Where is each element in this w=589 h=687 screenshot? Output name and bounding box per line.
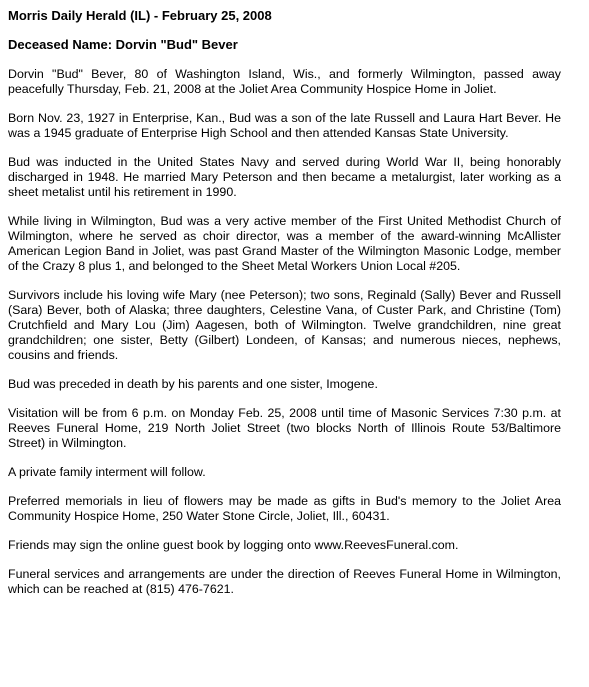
paragraph-arrangements: Funeral services and arrangements are under the direction of Reeves Funeral Home in Wilmington, which can be reached at (815) 476-7621.	[8, 567, 561, 596]
paragraph-birth: Born Nov. 23, 1927 in Enterprise, Kan., Bud was a son of the late Russell and Laura Hart Bever. He was a 1945 graduate of Enterprise High School and then attended Kansas State University.	[8, 111, 561, 140]
paragraph-memorials: Preferred memorials in lieu of flowers may be made as gifts in Bud's memory to the Joliet Area Community Hospice Home, 250 Water Stone Circle, Joliet, Ill., 60431.	[8, 494, 561, 523]
publication-header: Morris Daily Herald (IL) - February 25, 2008	[8, 8, 272, 23]
paragraph-visitation: Visitation will be from 6 p.m. on Monday Feb. 25, 2008 until time of Masonic Services 7:30 p.m. at Reeves Funeral Home, 219 North Joliet Street (two blocks North of Illinois Route 53/Baltimore Street) in Wilmington.	[8, 406, 561, 450]
paragraph-preceded: Bud was preceded in death by his parents and one sister, Imogene.	[8, 377, 378, 391]
paragraph-guest-book: Friends may sign the online guest book by logging onto www.ReevesFuneral.com.	[8, 538, 459, 552]
paragraph-intro: Dorvin "Bud" Bever, 80 of Washington Island, Wis., and formerly Wilmington, passed away peacefully Thursday, Feb. 21, 2008 at the Joliet Area Community Hospice Home in Joliet.	[8, 67, 561, 96]
paragraph-survivors: Survivors include his loving wife Mary (nee Peterson); two sons, Reginald (Sally) Bever and Russell (Sara) Bever, both of Alaska; three daughters, Celestine Vana, of Custer Park, and Christine (Tom) Crutchfield and Mary Lou (Jim) Aagesen, both of Wilmington. Twelve grandchildren, nine great grandchildren; one sister, Betty (Gilbert) Londeen, of Kansas; and numerous nieces, nephews, cousins and friends.	[8, 288, 561, 362]
deceased-name-heading: Deceased Name: Dorvin "Bud" Bever	[8, 37, 238, 52]
paragraph-community: While living in Wilmington, Bud was a very active member of the First United Methodist Church of Wilmington, where he served as choir director, was a member of the award-winning McAllister American Legion Band in Joliet, was past Grand Master of the Wilmington Masonic Lodge, member of the Crazy 8 plus 1, and belonged to the Sheet Metal Workers Union Local #205.	[8, 214, 561, 273]
paragraph-navy: Bud was inducted in the United States Navy and served during World War II, being honorably discharged in 1948. He married Mary Peterson and then became a metalurgist, later working as a sheet metalist until his retirement in 1990.	[8, 155, 561, 199]
paragraph-interment: A private family interment will follow.	[8, 465, 206, 479]
